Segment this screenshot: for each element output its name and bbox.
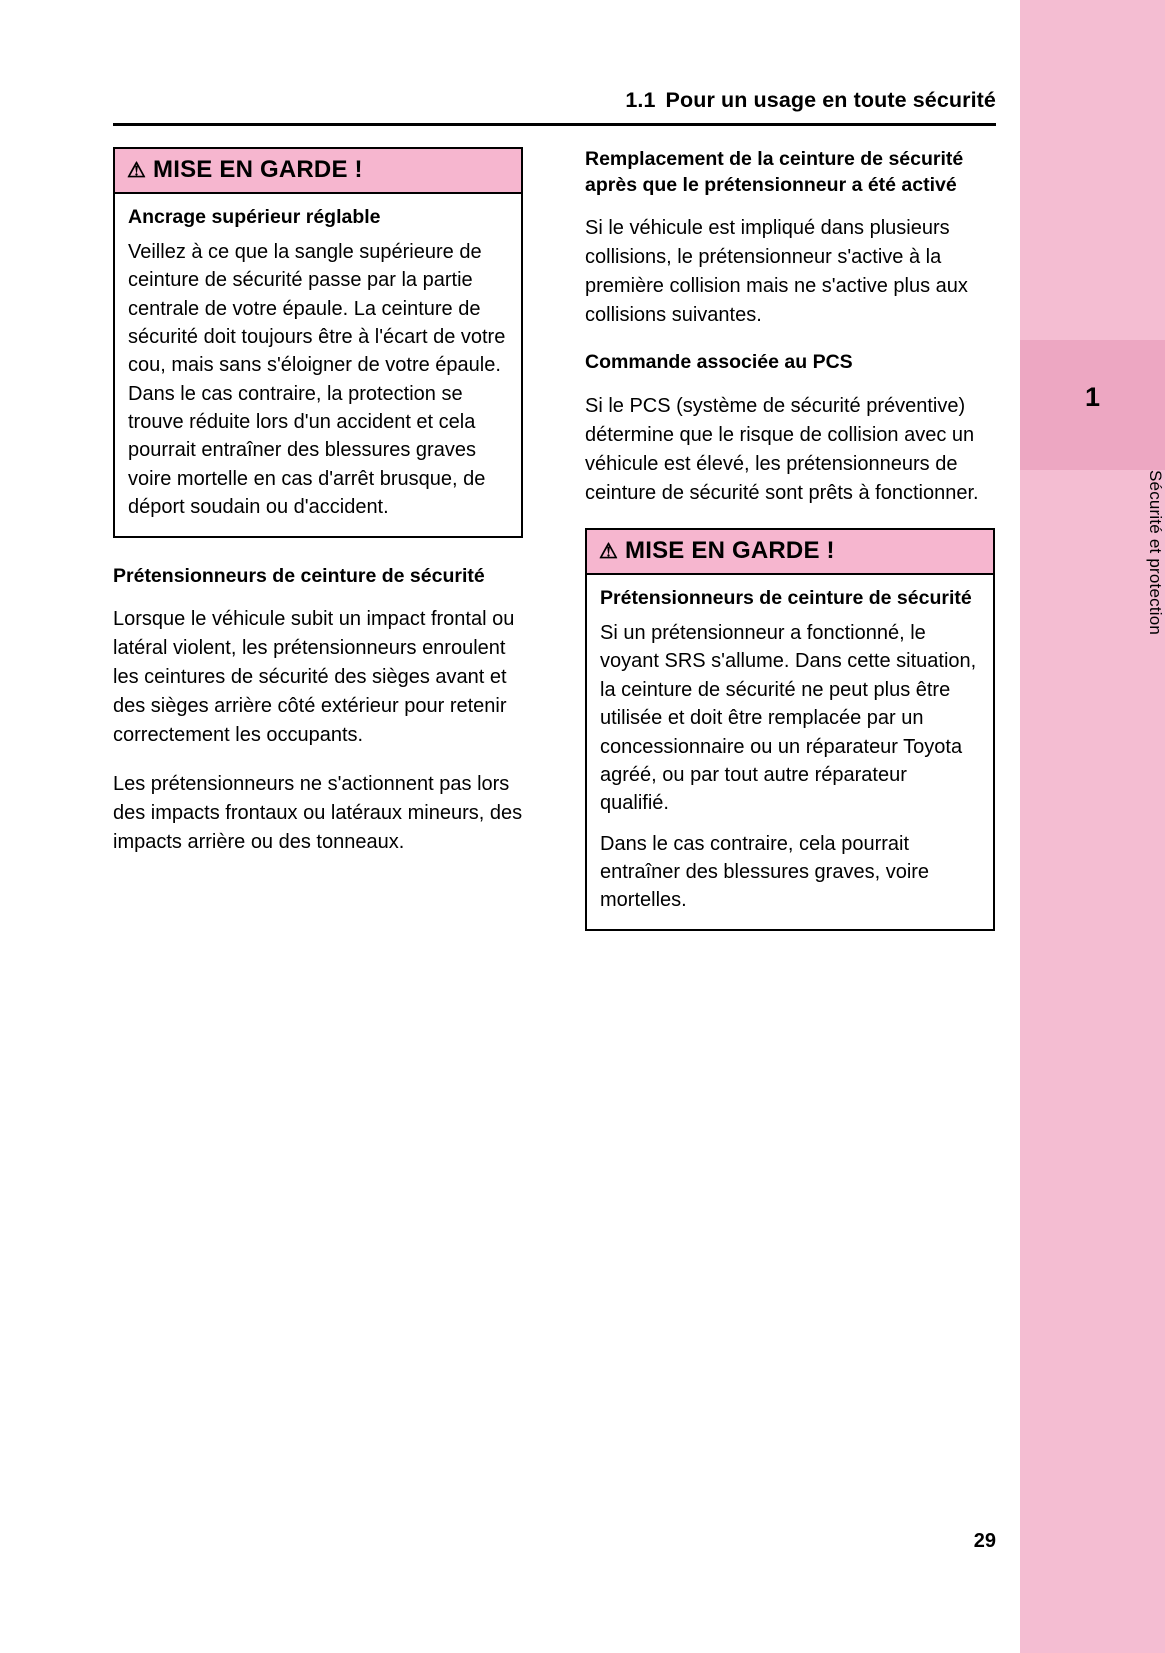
right-paragraph-2: Si le PCS (système de sécurité préventive) détermine que le risque de collision avec un véhicule est élevé, les prétensionneurs de ceinture de sécurité sont prêts à fonctionner.: [585, 395, 979, 505]
tab-band-top: [1020, 0, 1165, 340]
warning-box-adjustable-anchor: [113, 147, 523, 538]
warning-box-header: [115, 149, 521, 194]
right-column: [585, 147, 995, 957]
warning-triangle-icon: ⚠: [599, 539, 619, 563]
warning-box-title: MISE EN GARDE !: [625, 537, 835, 565]
warning-box-pretensioners: [585, 528, 995, 931]
warning-box-body: [115, 194, 521, 536]
left-paragraph-2: Les prétensionneurs ne s'actionnent pas lors des impacts frontaux ou latéraux mineurs, des impacts arrière ou des tonneaux.: [113, 773, 523, 854]
right-section-heading-1: Remplacement de la ceinture de sécurité après que le prétensionneur a été activé: [585, 148, 964, 196]
warning-box-paragraph-1: Si un prétensionneur a fonctionné, le voyant SRS s'allume. Dans cette situation, la ceinture de sécurité ne peut plus être utilisée et doit être remplacée par un concessionnaire ou un réparateur Toyota agréé, ou par tout autre réparateur qualifié.: [600, 621, 977, 815]
warning-box-title: MISE EN GARDE !: [153, 156, 363, 183]
chapter-number: 1: [1084, 382, 1101, 412]
left-column: [113, 147, 523, 877]
page-number: 29: [973, 1530, 996, 1552]
right-section-heading-2: Commande associée au PCS: [585, 351, 853, 374]
page-header: [113, 88, 996, 113]
header-section-number: 1.1: [625, 88, 656, 112]
left-paragraph-1: Lorsque le véhicule subit un impact frontal ou latéral violent, les prétensionneurs enroulent les ceintures de sécurité des sièges avant et des sièges arrière côté extérieur pour retenir correctement les occupants.: [113, 608, 515, 747]
warning-box-subtitle: Prétensionneurs de ceinture de sécurité: [600, 587, 972, 610]
chapter-title: Sécurité et protection: [1146, 470, 1165, 636]
warning-box-paragraph: Veillez à ce que la sangle supérieure de ceinture de sécurité passe par la partie centrale de votre épaule. La ceinture de sécurité doit toujours être à l'écart de votre cou, mais sans s'éloigner de votre épaule. Dans le cas contraire, la protection se trouve réduite lors d'un accident et cela pourrait entraîner des blessures graves voire mortelle en cas d'arrêt brusque, de déport soudain ou d'accident.: [128, 240, 506, 519]
warning-box-subtitle: Ancrage supérieur réglable: [128, 206, 381, 228]
header-divider: [113, 123, 996, 126]
warning-box-header: [587, 530, 993, 575]
tab-band-bottom: [1020, 470, 1165, 1653]
header-section-title: Pour un usage en toute sécurité: [665, 88, 996, 112]
right-paragraph-1: Si le véhicule est impliqué dans plusieurs collisions, le prétensionneur s'active à la première collision mais ne s'active plus aux collisions suivantes.: [585, 217, 968, 327]
chapter-tab-strip: [1020, 0, 1165, 1653]
warning-box-paragraph-2: Dans le cas contraire, cela pourrait entraîner des blessures graves, voire mortelles.: [600, 832, 930, 912]
warning-box-body: [587, 575, 993, 929]
left-section-heading: Prétensionneurs de ceinture de sécurité: [113, 564, 485, 587]
warning-triangle-icon: ⚠: [127, 158, 147, 182]
